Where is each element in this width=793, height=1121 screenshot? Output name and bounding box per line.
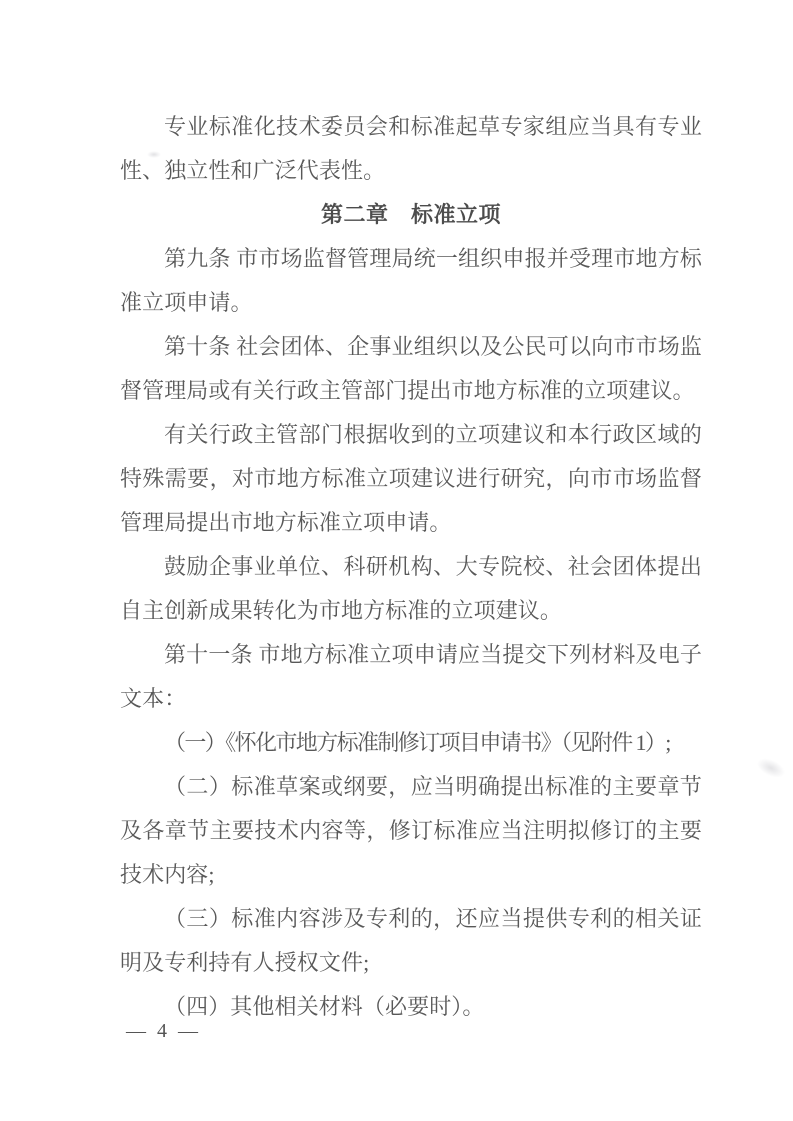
article-10-paragraph: 第十条 社会团体、企事业组织以及公民可以向市市场监督管理局或有关行政主管部门提出市地方标准的立项建议。: [120, 334, 702, 403]
admin-department-paragraph: 有关行政主管部门根据收到的立项建议和本行政区域的特殊需要，对市地方标准立项建议进行研究，向市市场监督管理局提出市地方标准立项申请。: [120, 422, 702, 535]
scan-smudge-artifact: [147, 151, 161, 158]
list-item-1: （一）《怀化市地方标准制修订项目申请书》（见附件 1）;: [164, 730, 670, 755]
intro-paragraph: 专业标准化技术委员会和标准起草专家组应当具有专业性、独立性和广泛代表性。: [120, 114, 702, 183]
chapter-heading: 第二章 标准立项: [320, 202, 501, 227]
scan-smudge-artifact: [754, 754, 788, 781]
list-item-3: （三）标准内容涉及专利的，还应当提供专利的相关证明及专利持有人授权文件;: [120, 906, 702, 975]
page-number: — 4 —: [126, 1020, 201, 1042]
list-item-2: （二）标准草案或纲要，应当明确提出标准的主要章节及各章节主要技术内容等，修订标准应当注明拟修订的主要技术内容;: [120, 774, 702, 887]
encouragement-paragraph: 鼓励企事业单位、科研机构、大专院校、社会团体提出自主创新成果转化为市地方标准的立项建议。: [120, 554, 702, 623]
article-9-paragraph: 第九条 市市场监督管理局统一组织申报并受理市地方标准立项申请。: [120, 246, 702, 315]
article-11-paragraph: 第十一条 市地方标准立项申请应当提交下列材料及电子文本：: [120, 642, 702, 711]
document-body: [120, 105, 702, 1029]
list-item-4: （四）其他相关材料（必要时）。: [164, 994, 485, 1019]
